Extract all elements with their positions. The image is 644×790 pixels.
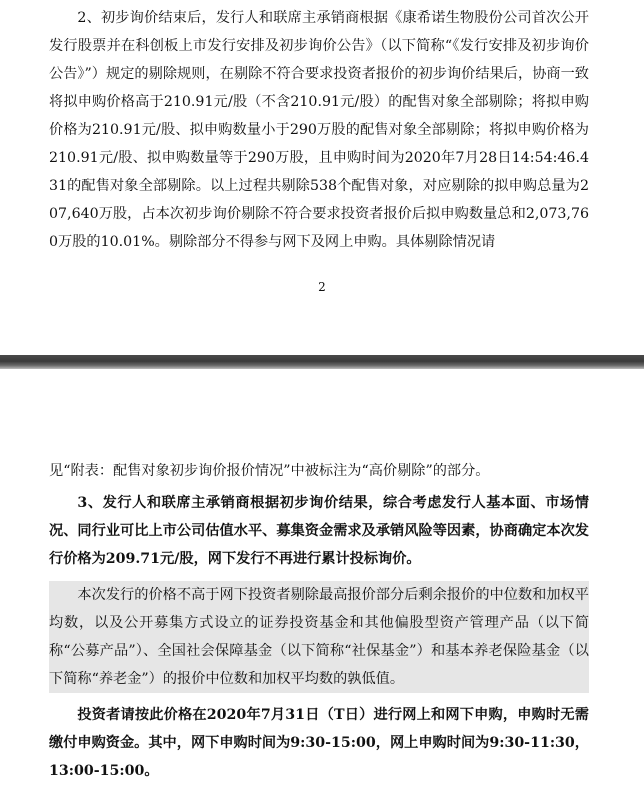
paragraph-3-issue-price: 3、发行人和联席主承销商根据初步询价结果，综合考虑发行人基本面、市场情况、同行业可比上市公司估值水平、募集资金需求及承销风险等因素，协商确定本次发行价格为209.71元/股，网下发行不再进行累计投标询价。 [49,495,589,567]
page-number: 2 [318,280,326,294]
paragraph-2-price-exclusion: 2、初步询价结束后，发行人和联席主承销商根据《康希诺生物股份公司首次公开发行股票并在科创板上市发行安排及初步询价公告》（以下简称“《发行安排及初步询价公告》”）规定的剔除规则，在剔除不符合要求投资者报价的初步询价结果后，协商一致将拟申购价格高于210.91元/股（不含210.91元/股）的配售对象全部剔除；将拟申购价格为210.91元/股、拟申购数量小于290万股的配售对象全部剔除；将拟申购价格为210.91元/股、拟申购数量等于290万股，且申购时间为2020年7月28日14:54:46.431的配售对象全部剔除。以上过程共剔除538个配售对象，对应剔除的拟申购总量为207,640万股，占本次初步询价剔除不符合要求投资者报价后拟申购数量总和2,073,760万股的10.01%。剔除部分不得参与网下及网上申购。具体剔除情况请 [49,10,589,250]
document-page-upper [0,0,644,355]
paragraph-subscription-time: 投资者请按此价格在2020年7月31日（T日）进行网上和网下申购，申购时无需缴付申购资金。其中，网下申购时间为9:30-15:00，网上申购时间为9:30-11:30，13:00-15:00。 [49,707,589,779]
paragraph-price-basis: 本次发行的价格不高于网下投资者剔除最高报价部分后剩余报价的中位数和加权平均数，以及公开募集方式设立的证券投资基金和其他偏股型资产管理产品（以下简称“公募产品”）、全国社会保障基金（以下简称“社保基金”）和基本养老保险基金（以下简称“养老金”）的报价中位数和加权平均数的孰低值。 [49,581,589,693]
document-page-lower [0,369,644,790]
page-separator [0,355,644,369]
continuation-text: 见“附表：配售对象初步询价报价情况”中被标注为“高价剔除”的部分。 [49,463,490,479]
